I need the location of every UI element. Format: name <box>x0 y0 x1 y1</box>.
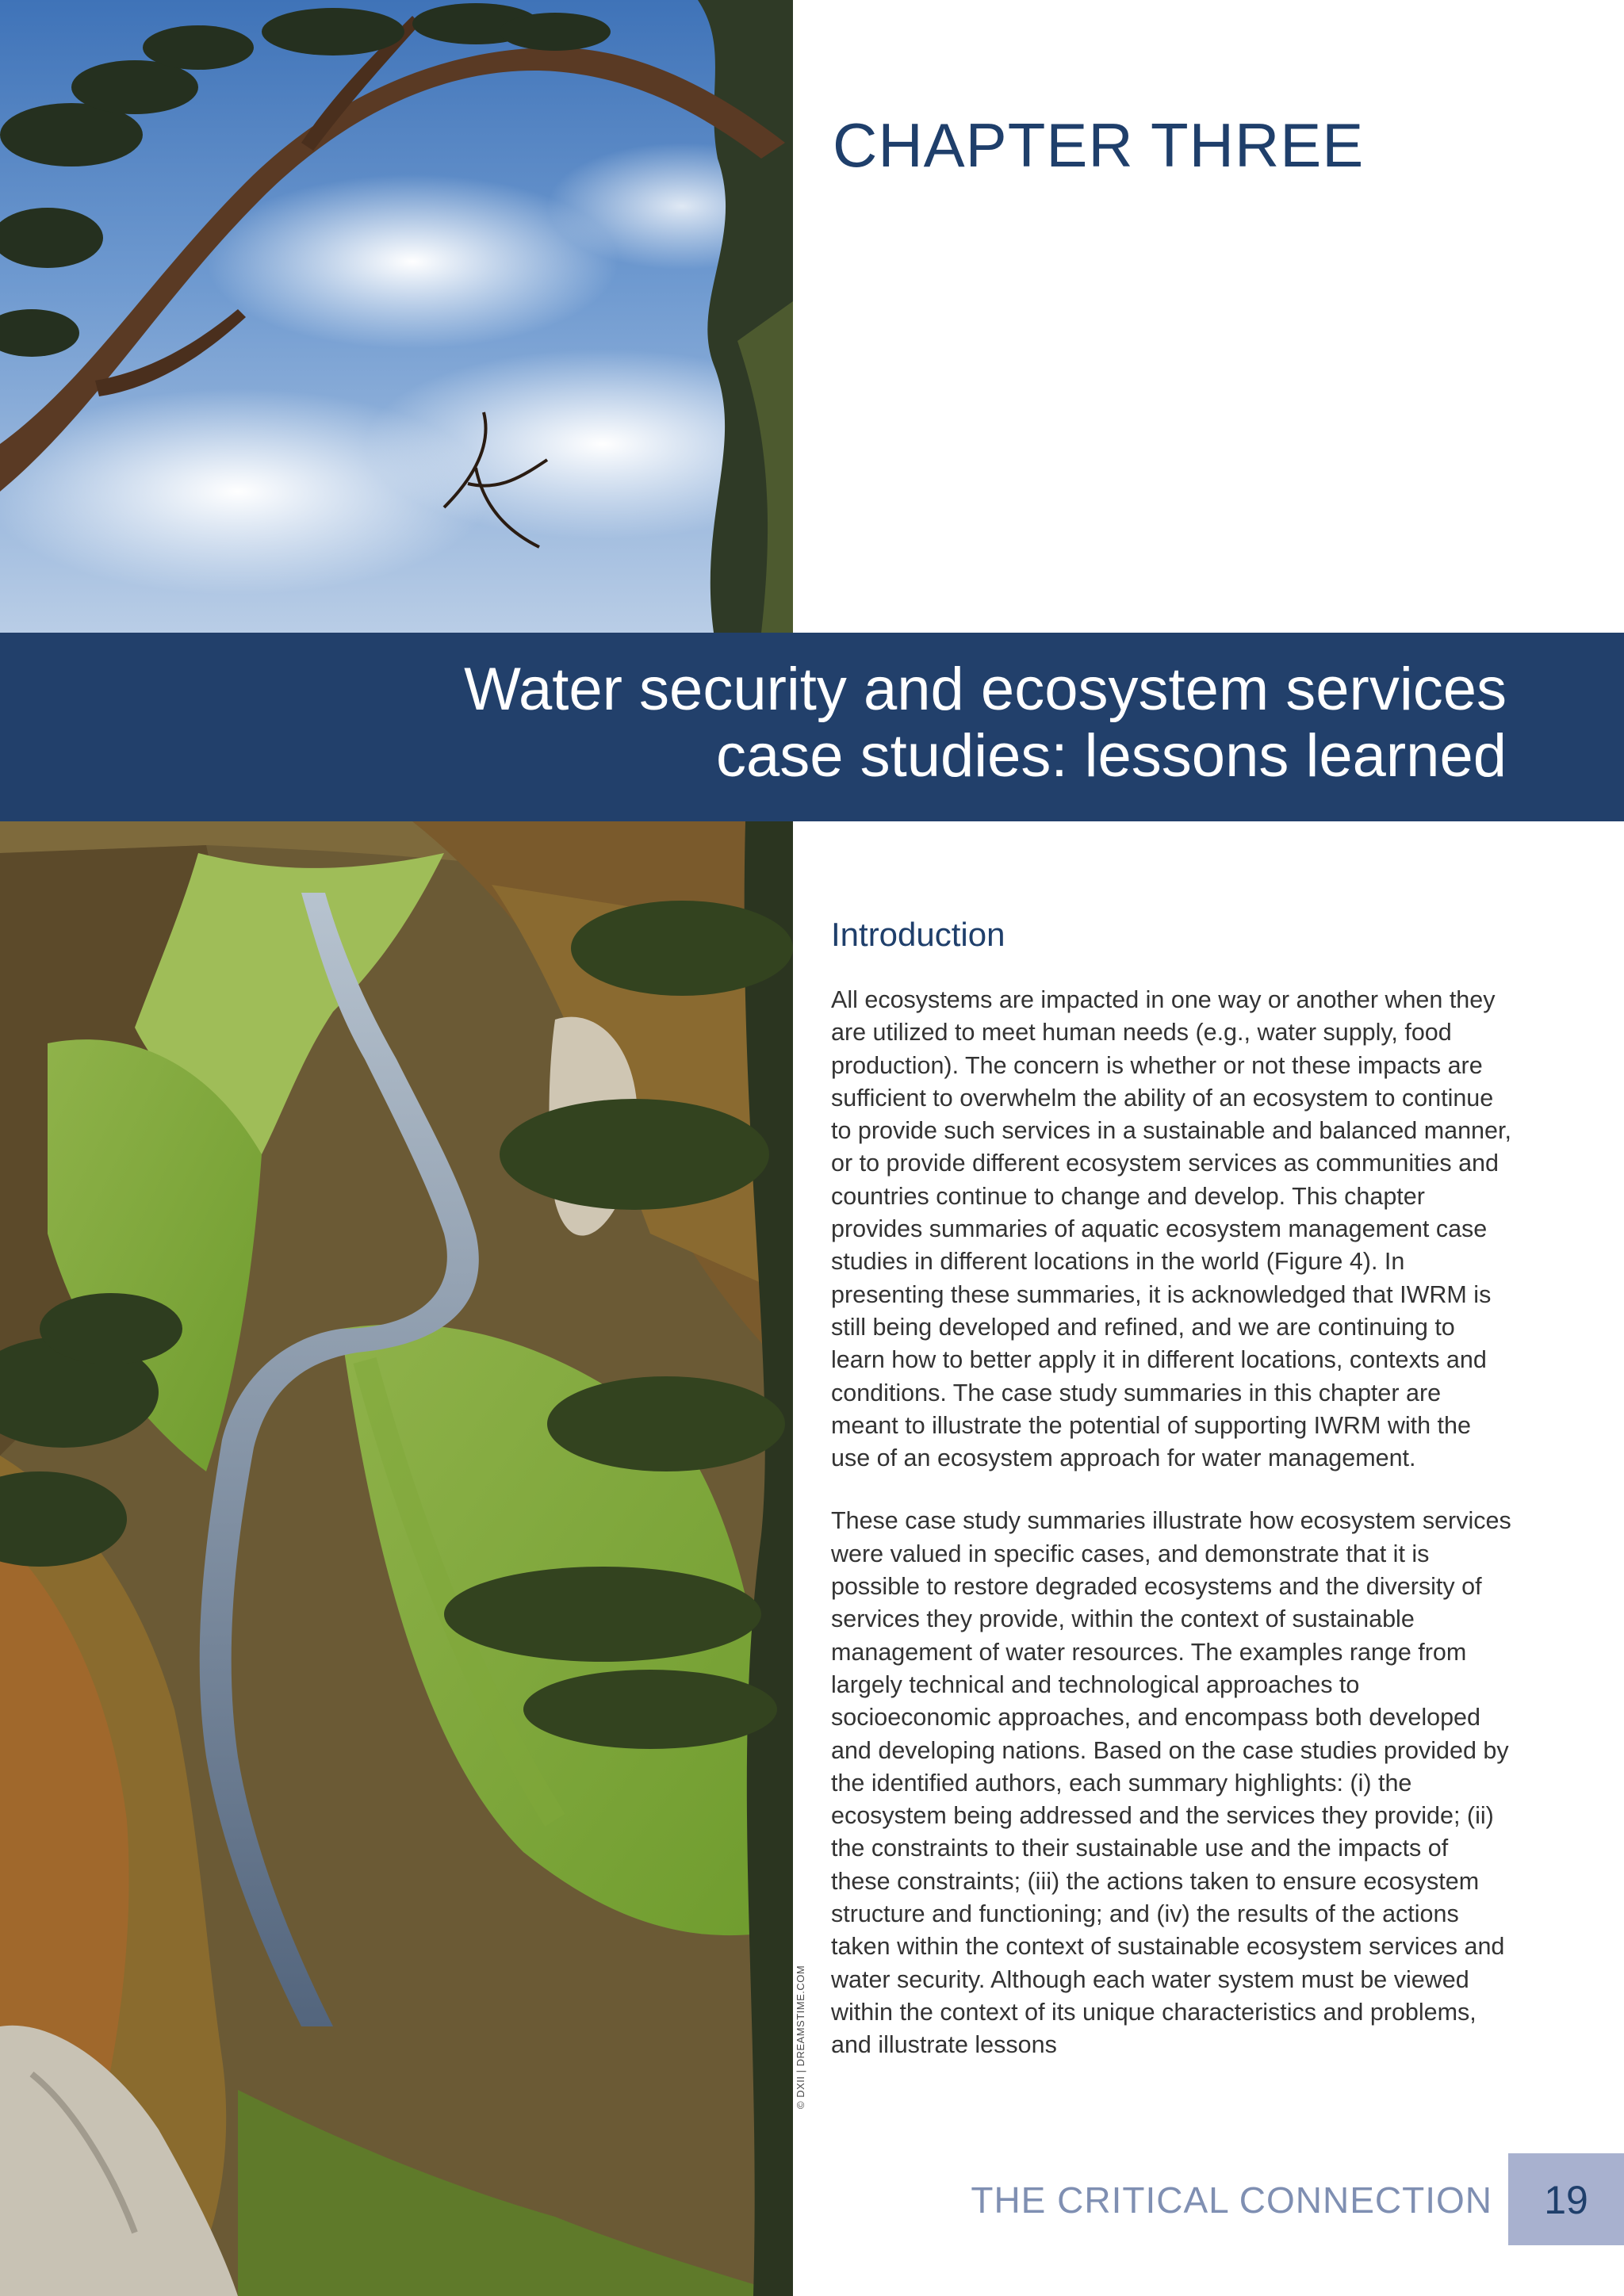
main-content <box>831 916 1513 2092</box>
chapter-title <box>238 656 1507 790</box>
paragraph-2: These case study summaries illustrate how ecosystem services were valued in specific cases, and demonstrate that it is possible to restore degraded ecosystems and the diversity of services they provide, within the context of sustainable management of water resources. The examples range from largely technical and technological approaches to socioeconomic approaches, and encompass both developed and developing nations. Based on the case studies provided by the identified authors, each summary highlights: (i) the ecosystem being addressed and the services they provide; (ii) the constraints to their sustainable use and the impacts of these constraints; (iii) the actions taken to ensure ecosystem structure and functioning; and (iv) the results of the actions taken within the context of sustainable ecosystem services and water security. Although each water system must be viewed within the context of its unique characteristics and problems, and illustrate lessons <box>831 1507 1511 2059</box>
section-heading: Introduction <box>831 916 1005 953</box>
page-number-box <box>1508 2153 1624 2245</box>
sky-pine-branch-photo <box>0 0 793 633</box>
paragraph-1: All ecosystems are impacted in one way or another when they are utilized to meet human needs (e.g., water supply, food production). The concern is whether or not these impacts are sufficient to overwhelm the ability of an ecosystem to continue to provide such services in a sustainable and balanced manner, or to provide different ecosystem services as communities and countries continue to change and develop. This chapter provides summaries of aquatic ecosystem management case studies in different locations in the world (Figure 4). In presenting these summaries, it is acknowledged that IWRM is still being developed and refined, and we are continuing to learn how to better apply it in different locations, contexts and conditions. The case study summaries in this chapter are meant to illustrate the potential of supporting IWRM with the use of an ecosystem approach for water management. <box>831 986 1511 1472</box>
page-number: 19 <box>1544 2178 1588 2222</box>
title-band <box>0 633 1624 821</box>
chapter-title-line-2: case studies: lessons learned <box>715 722 1507 790</box>
photo-credit: © DXII | DREAMSTIME.COM <box>795 1965 806 2109</box>
running-footer-title: THE CRITICAL CONNECTION <box>971 2179 1492 2221</box>
river-valley-photo <box>0 821 793 2296</box>
chapter-title-line-1: Water security and ecosystem services <box>464 656 1507 723</box>
chapter-label: CHAPTER THREE <box>833 110 1365 180</box>
